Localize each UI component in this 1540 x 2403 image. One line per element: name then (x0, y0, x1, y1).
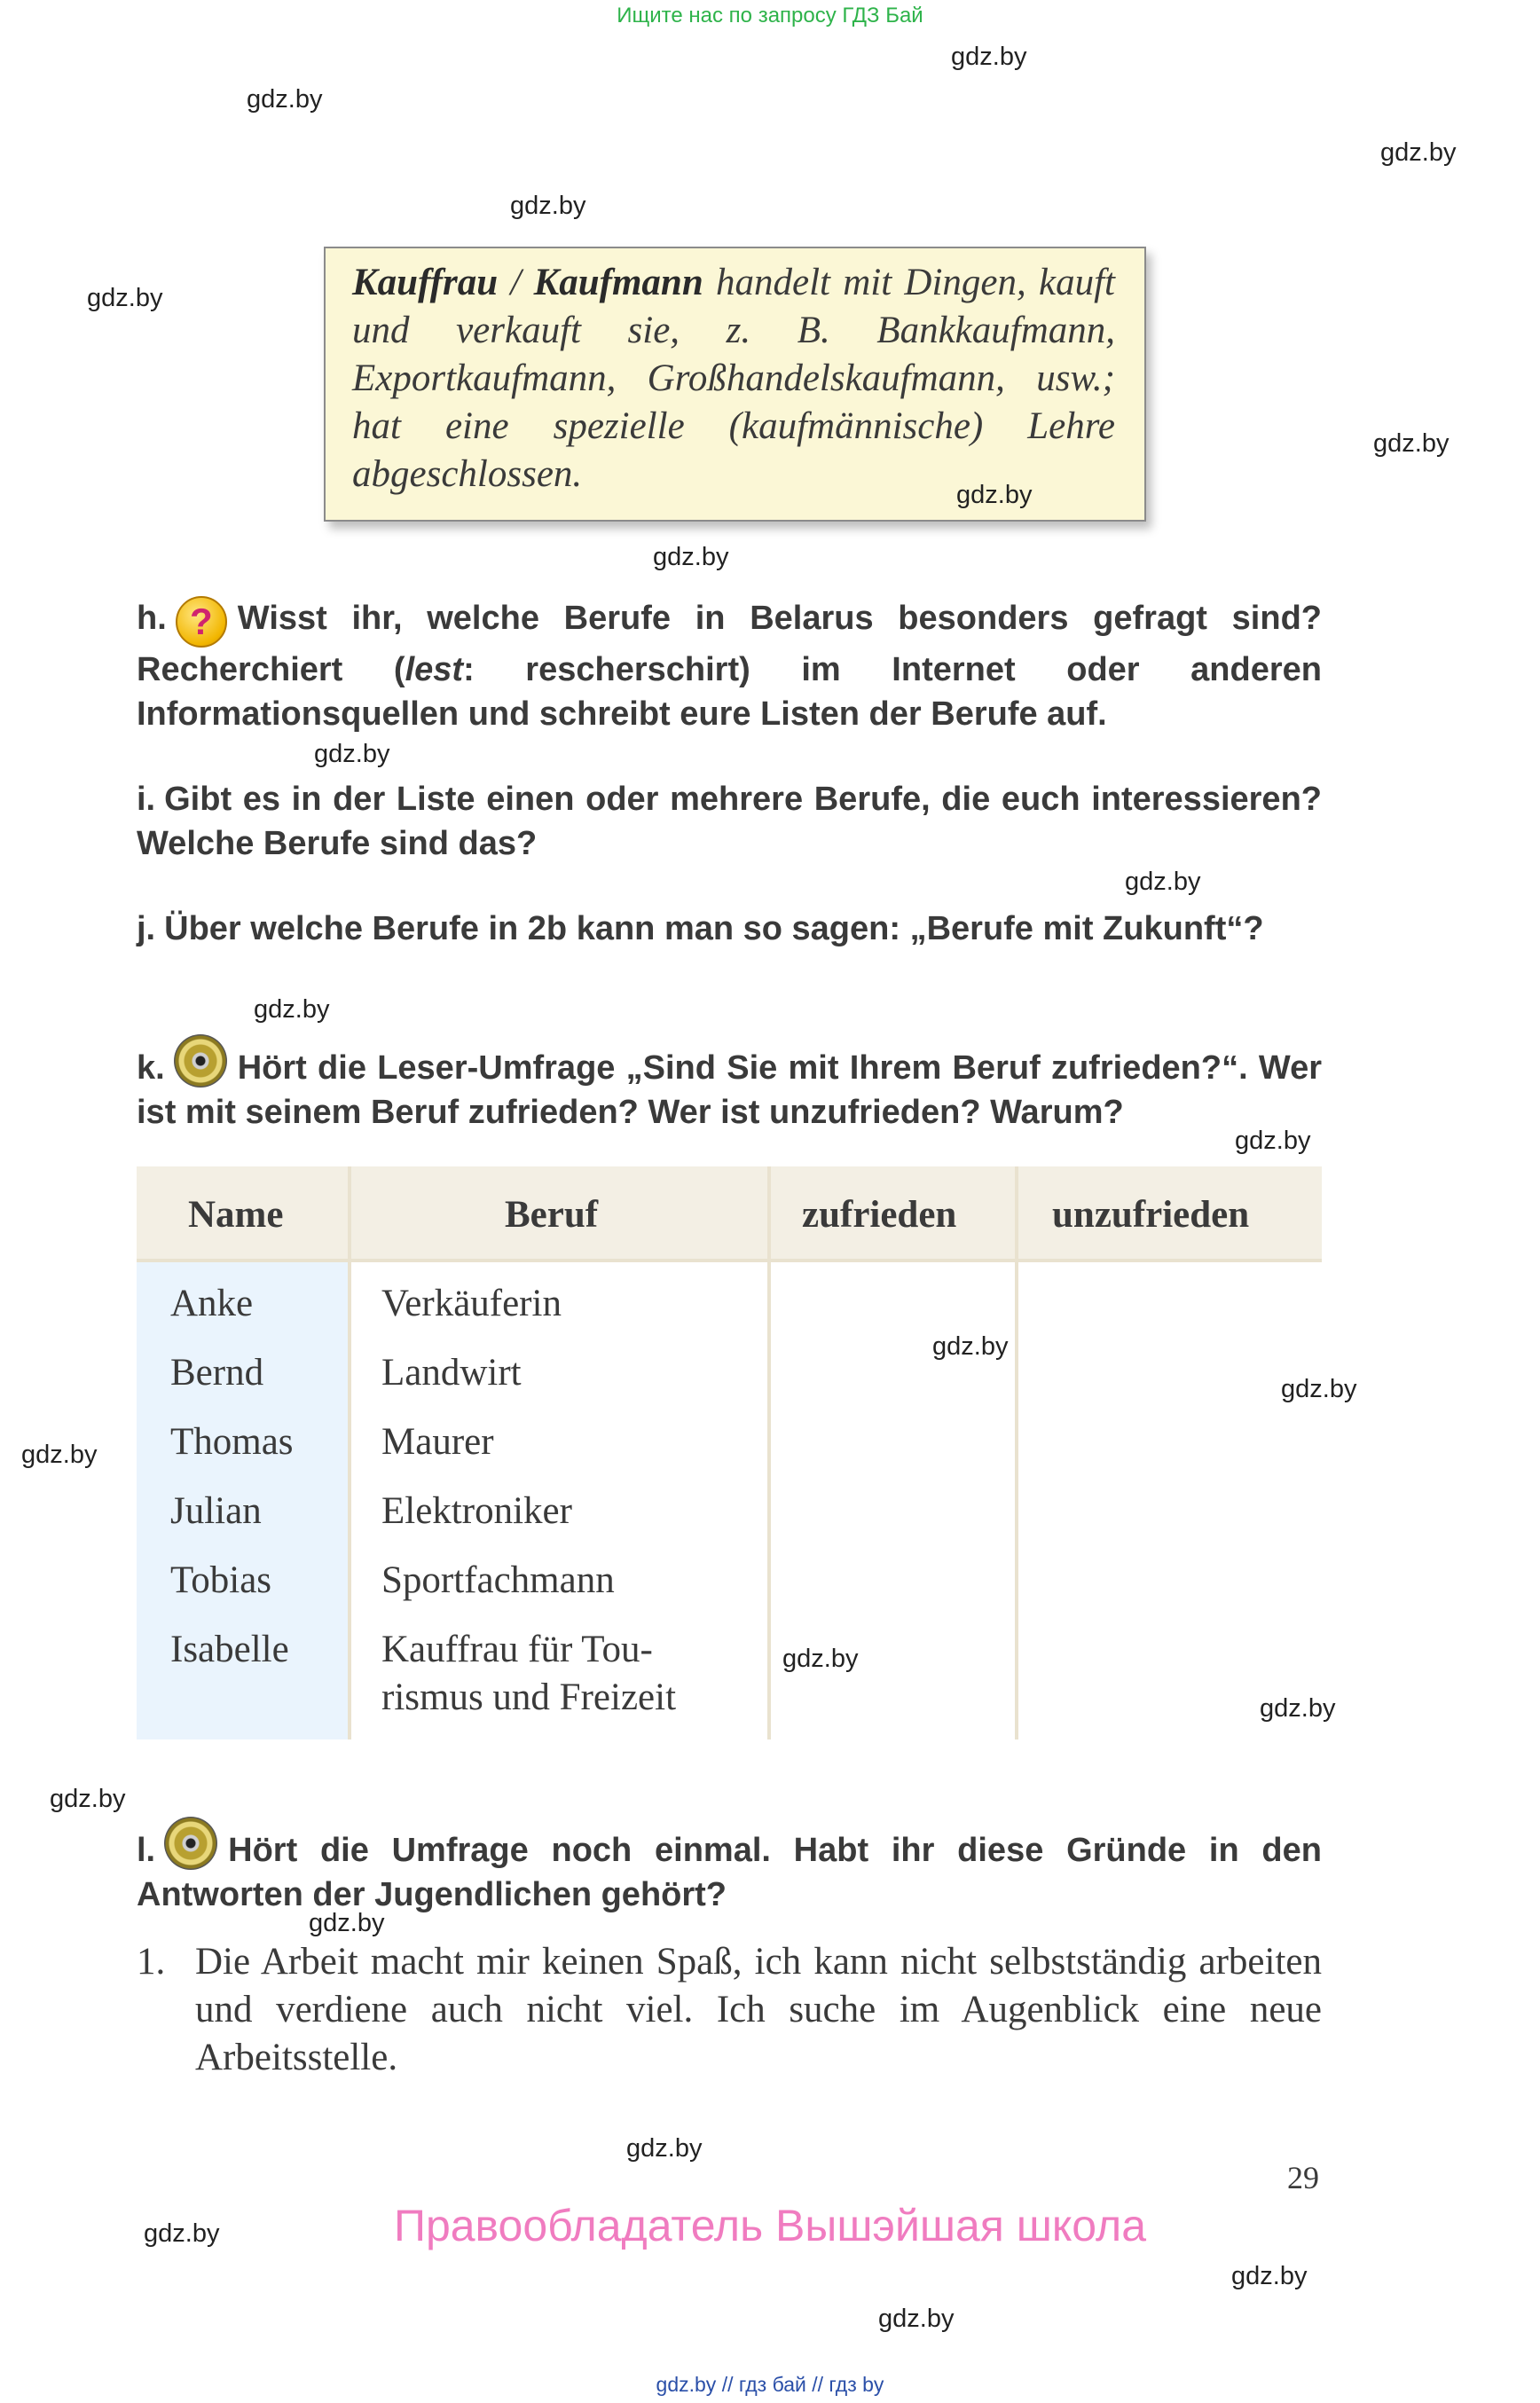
task-i-label: i. (137, 781, 156, 818)
task-k-label: k. (137, 1049, 165, 1087)
watermark: gdz.by (144, 2219, 220, 2248)
task-h-label: h. (137, 600, 167, 637)
pronunciation-hint: lest (405, 651, 464, 688)
definition-body: handelt mit Dingen, kauft und verkauft sie, z. B. Bankkaufmann, Exportkaufmann, Großhandelskaufmann, usw.; hat eine spezielle (kaufmännische) Lehre abgeschlossen. (352, 262, 1115, 495)
rights-holder-note: Правообладатель Вышэйшая школа (394, 2201, 1146, 2250)
cell-name: Bernd (170, 1352, 264, 1394)
cell-name: Thomas (170, 1421, 294, 1463)
watermark: gdz.by (932, 1332, 1009, 1361)
watermark: gdz.by (309, 1909, 385, 1937)
list-item: Die Arbeit macht mir keinen Spaß, ich kann nicht selbstständig arbeiten und verdiene auch nicht viel. Ich suche im Augenblick eine neue Arbeitsstelle. (195, 1941, 1322, 2078)
reasons-list (137, 1938, 1322, 2082)
definition-term-kauffrau: Kauffrau (352, 262, 499, 303)
cell-beruf: rismus und Freizeit (381, 1677, 677, 1718)
watermark: gdz.by (1235, 1127, 1311, 1155)
watermark: gdz.by (1281, 1375, 1357, 1403)
watermark: gdz.by (510, 192, 586, 220)
question-icon: ? (176, 596, 227, 648)
watermark: gdz.by (653, 543, 729, 571)
header-zufrieden: zufrieden (802, 1194, 957, 1236)
watermark: gdz.by (951, 43, 1027, 71)
cd-icon (164, 1817, 217, 1870)
top-search-note: Ищите нас по запросу ГДЗ Бай (617, 4, 923, 27)
list-number: 1. (137, 1941, 166, 1983)
definition-text: Kauffrau / Kaufmann handelt mit Dingen, kauft und verkauft sie, z. B. Bankkaufmann, Exportkaufmann, Großhandelskaufmann, usw.; hat eine spezielle (kaufmännische) Lehre abgeschlossen. (352, 262, 1115, 495)
cell-name: Anke (170, 1283, 254, 1324)
task-j-label: j. (137, 910, 156, 947)
watermark: gdz.by (87, 284, 163, 312)
watermark: gdz.by (1125, 868, 1201, 896)
watermark: gdz.by (878, 2305, 955, 2333)
cell-beruf: Verkäuferin (381, 1283, 562, 1324)
cell-name: Julian (170, 1490, 262, 1532)
watermark: gdz.by (254, 995, 330, 1024)
watermark: gdz.by (956, 481, 1033, 509)
watermark: gdz.by (782, 1645, 859, 1673)
watermark: gdz.by (50, 1785, 126, 1813)
definition-card (324, 247, 1146, 522)
task-k: k. Hört die Leser-Umfrage „Sind Sie mit Ihrem Beruf zufrieden?“. Wer ist mit seinem Beruf zufrieden? Wer ist unzufrieden? Warum? (137, 1034, 1322, 1135)
watermark: gdz.by (1373, 429, 1450, 458)
watermark: gdz.by (626, 2134, 703, 2163)
column-divider (767, 1166, 771, 1739)
cell-name: Isabelle (170, 1629, 289, 1670)
survey-table (137, 1166, 1322, 1739)
definition-term-kaufmann: Kaufmann (533, 262, 703, 303)
watermark: gdz.by (314, 740, 390, 768)
header-unzufrieden: unzufrieden (1052, 1194, 1250, 1236)
cell-beruf: Maurer (381, 1421, 494, 1463)
header-name: Name (188, 1194, 284, 1236)
cell-beruf: Landwirt (381, 1352, 522, 1394)
cell-beruf: Kauffrau für Tou- (381, 1629, 653, 1670)
task-l-label: l. (137, 1832, 156, 1869)
header-beruf: Beruf (505, 1194, 599, 1236)
column-divider (348, 1166, 351, 1739)
task-h: h. ? Wisst ihr, welche Berufe in Belarus besonders gefragt sind? Recherchiert (lest: rescherschirt) im Internet oder anderen Informationsquellen und schreibt eure Listen der Berufe auf. (137, 596, 1322, 736)
cell-name: Tobias (170, 1559, 272, 1601)
watermark: gdz.by (1231, 2262, 1308, 2290)
watermark: gdz.by (1260, 1694, 1336, 1723)
cell-beruf: Sportfachmann (381, 1559, 615, 1601)
task-i: i. Gibt es in der Liste einen oder mehrere Berufe, die euch interessieren? Welche Berufe sind das? (137, 781, 1322, 862)
watermark: gdz.by (247, 85, 323, 114)
watermark: gdz.by (1380, 138, 1457, 167)
footer-links: gdz.by // гдз бай // гдз by (656, 2373, 884, 2396)
cd-icon (174, 1034, 227, 1088)
cell-beruf: Elektroniker (381, 1490, 572, 1532)
column-divider (1015, 1166, 1018, 1739)
page-number: 29 (1287, 2160, 1319, 2195)
task-l: l. Hört die Umfrage noch einmal. Habt ihr diese Gründe in den Antworten der Jugendlichen gehört? (137, 1817, 1322, 1917)
task-j: j. Über welche Berufe in 2b kann man so sagen: „Berufe mit Zukunft“? (137, 910, 1264, 947)
header-divider (137, 1259, 1322, 1262)
watermark: gdz.by (21, 1441, 98, 1469)
